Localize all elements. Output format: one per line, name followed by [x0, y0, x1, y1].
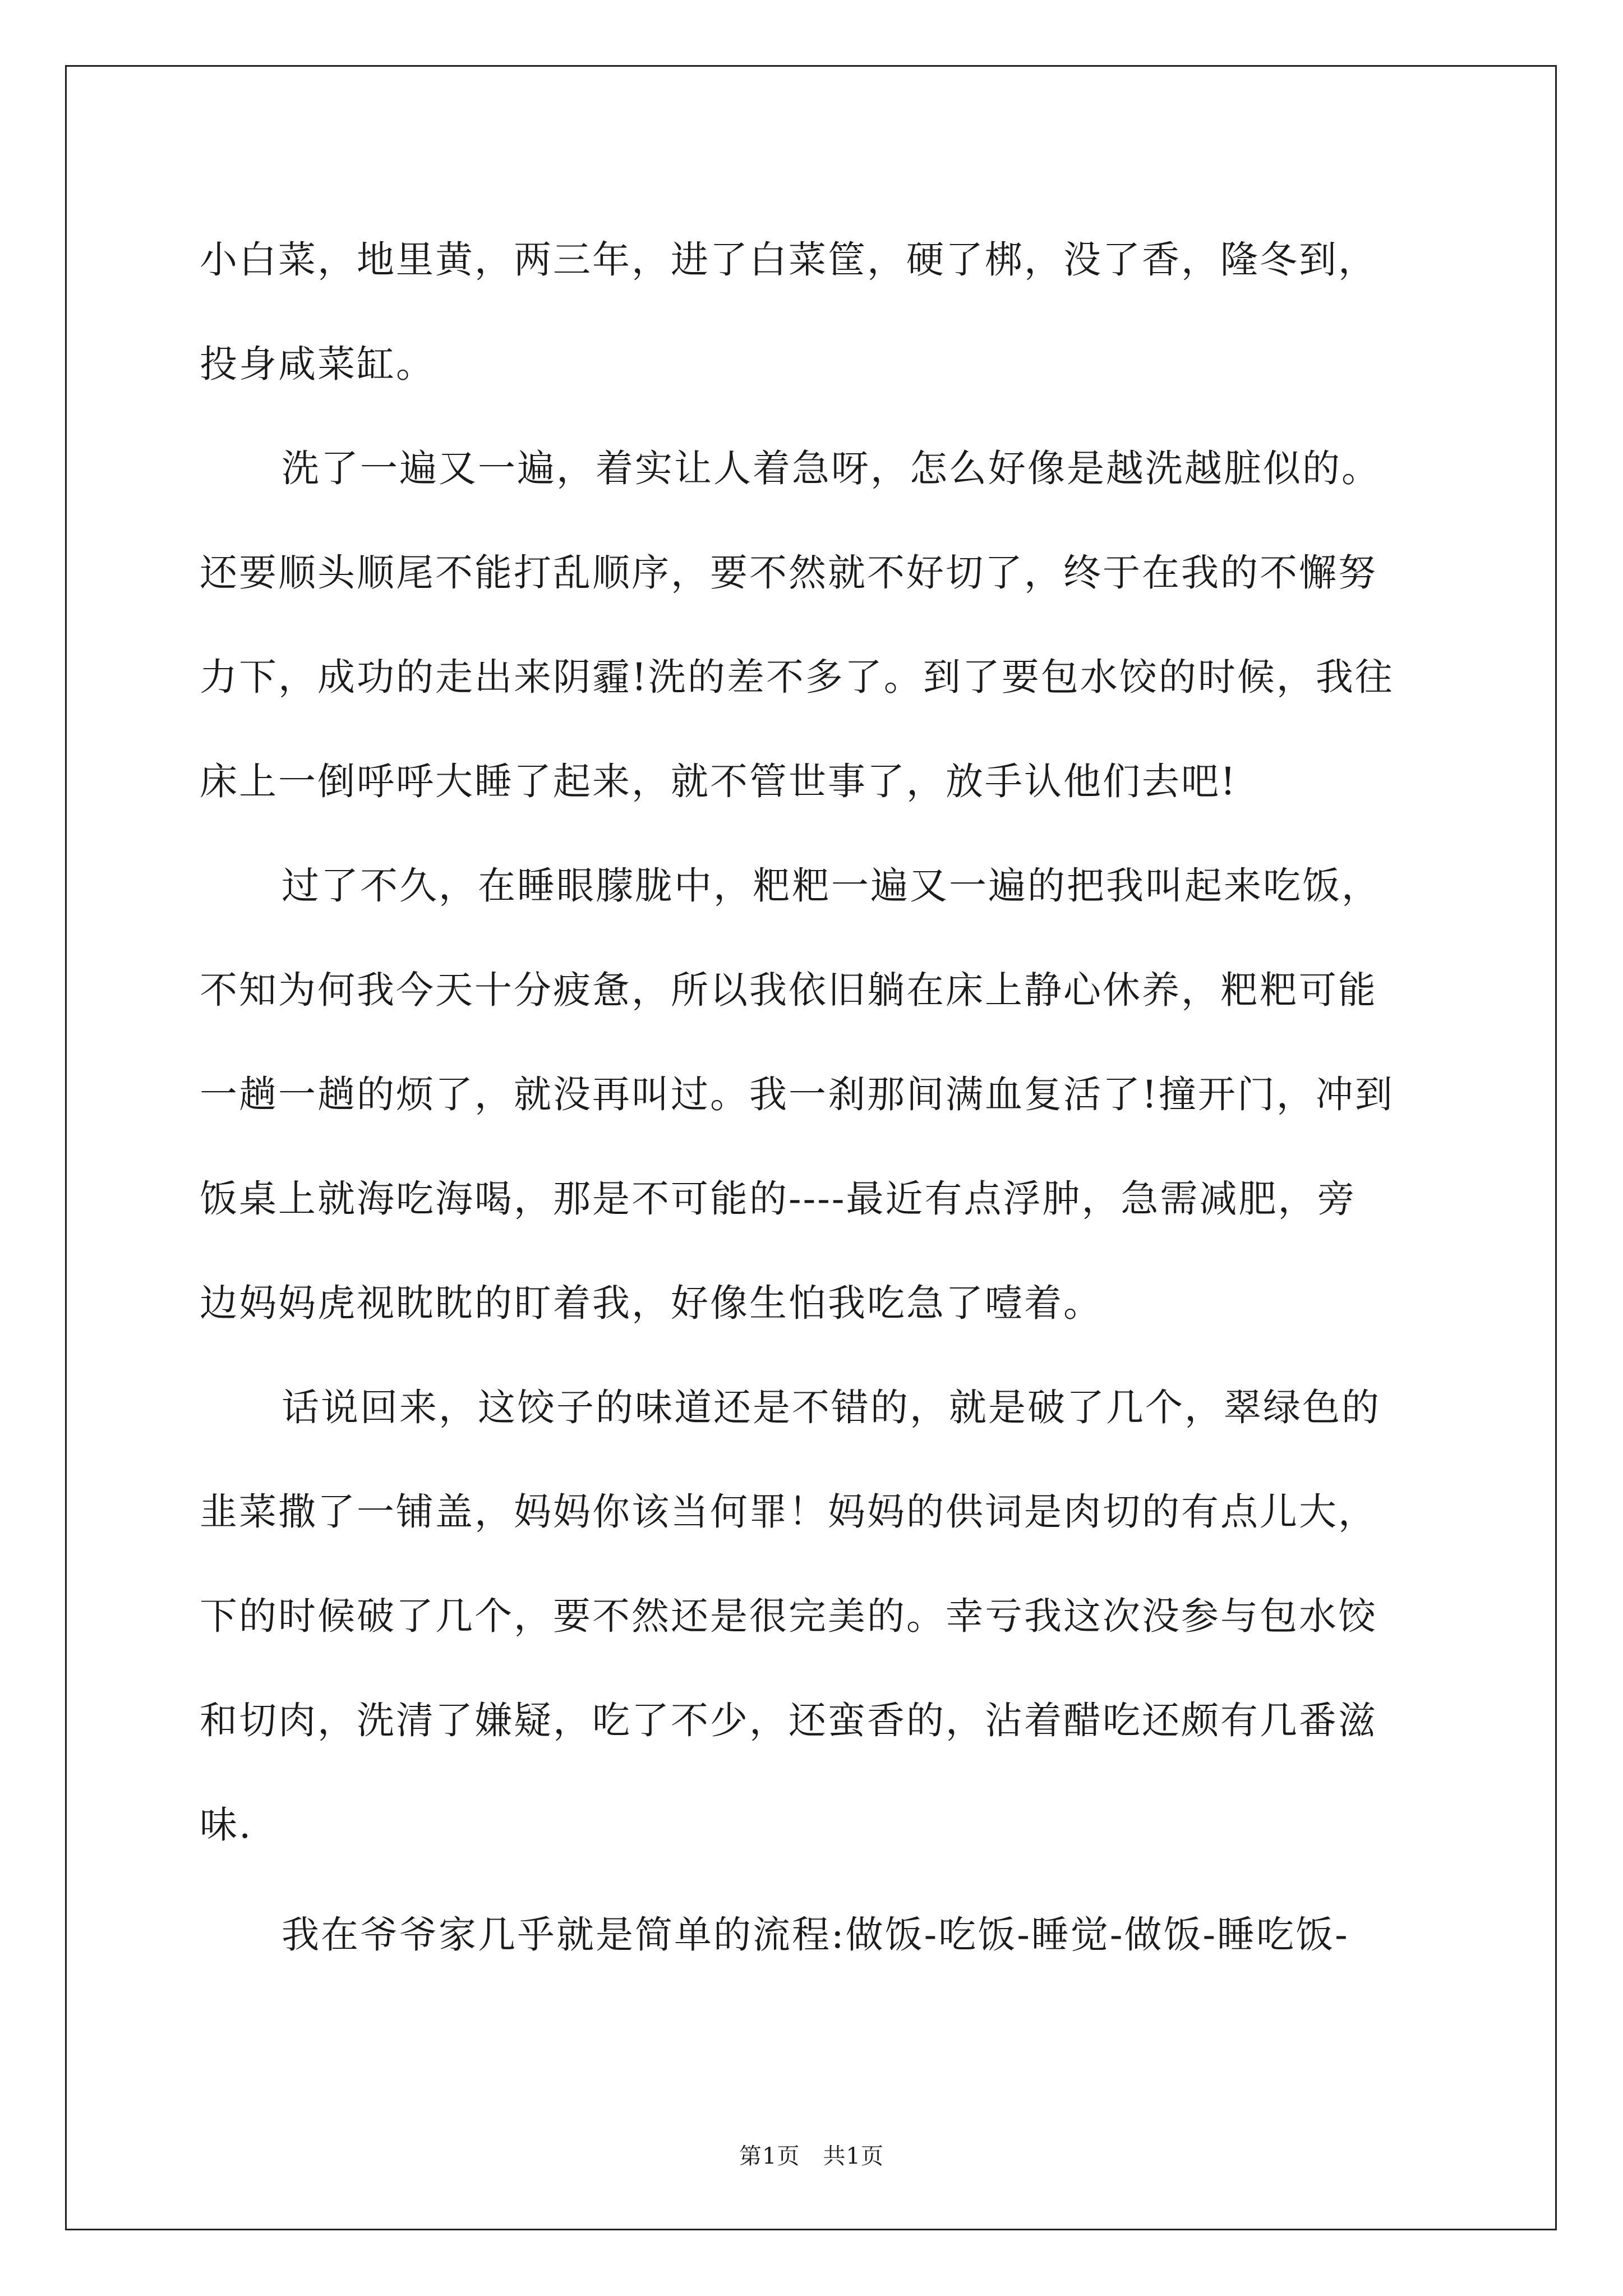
- text-line: 过了不久，在睡眼朦胧中，粑粑一遍又一遍的把我叫起来吃饭，: [282, 864, 1381, 908]
- text-line: 下的时候破了几个，要不然还是很完美的。幸亏我这次没参与包水饺: [200, 1594, 1377, 1638]
- text-line: 我在爷爷家几乎就是简单的流程:做饭-吃饭-睡觉-做饭-睡吃饭-: [282, 1913, 1349, 1957]
- text-line: 韭菜撒了一铺盖，妈妈你该当何罪！妈妈的供词是肉切的有点儿大，: [200, 1490, 1377, 1534]
- text-line: 洗了一遍又一遍，着实让人着急呀，怎么好像是越洗越脏似的。: [282, 447, 1381, 490]
- text-line: 边妈妈虎视眈眈的盯着我，好像生怕我吃急了噎着。: [200, 1281, 1103, 1325]
- text-line: 投身咸菜缸。: [200, 342, 435, 386]
- text-line: 话说回来，这饺子的味道还是不错的，就是破了几个，翠绿色的: [282, 1386, 1381, 1429]
- text-line: 和切肉，洗清了嫌疑，吃了不少，还蛮香的，沾着醋吃还颇有几番滋: [200, 1699, 1377, 1742]
- text-line: 还要顺头顺尾不能打乱顺序，要不然就不好切了，终于在我的不懈努: [200, 551, 1377, 595]
- text-line: 小白菜，地里黄，两三年，进了白菜筐，硬了梆，没了香，隆冬到，: [200, 238, 1377, 282]
- text-line: 不知为何我今天十分疲惫，所以我依旧躺在床上静心休养，粑粑可能: [200, 968, 1377, 1012]
- text-line: 味.: [200, 1803, 253, 1847]
- text-line: 力下，成功的走出来阴霾!洗的差不多了。到了要包水饺的时候，我往: [200, 655, 1394, 699]
- page-number-footer: 第1页 共1页: [739, 2143, 884, 2169]
- document-body: [200, 208, 1433, 1987]
- text-line: 饭桌上就海吃海喝，那是不可能的----最近有点浮肿，急需减肥，旁: [200, 1177, 1357, 1221]
- text-line: 床上一倒呼呼大睡了起来，就不管世事了，放手认他们去吧!: [200, 760, 1237, 803]
- text-line: 一趟一趟的烦了，就没再叫过。我一刹那间满血复活了!撞开门，冲到: [200, 1073, 1394, 1116]
